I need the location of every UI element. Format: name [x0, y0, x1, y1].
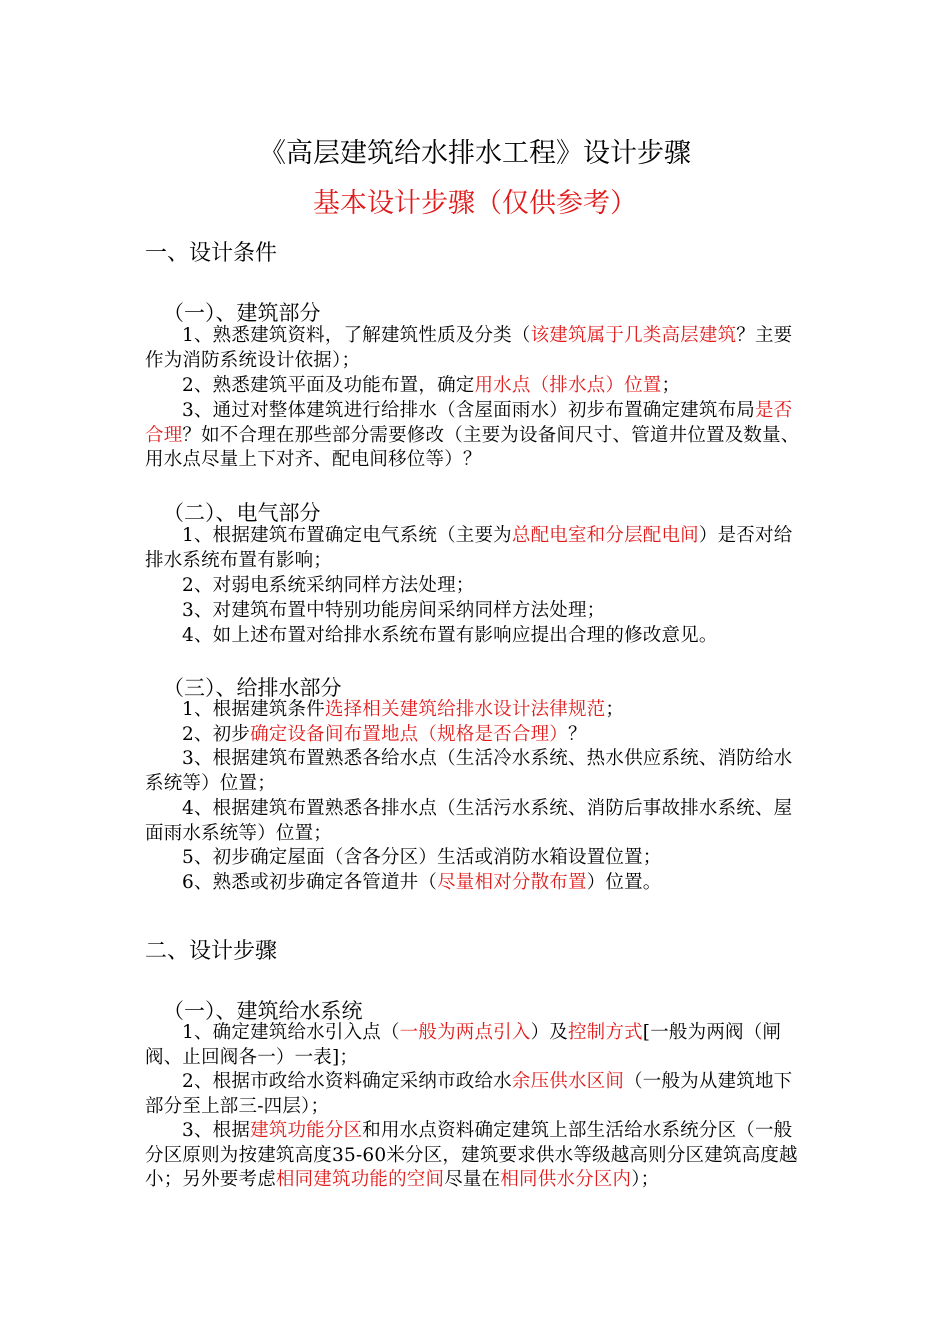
subsection-heading-electrical: （二）、电气部分: [163, 501, 321, 525]
body-text: 2、熟悉建筑平面及功能布置，确定: [182, 375, 475, 396]
highlighted-text: 是否合理: [145, 400, 793, 446]
highlighted-text: 控制方式: [567, 1022, 643, 1043]
paragraph: [145, 846, 810, 871]
body-text: 和用水点资料确定建筑上部生活给水系统分区（一般分区原则为按建筑高度35-60米分区，建筑要求供水等级越高则分区建筑高度越小；另外要考虑: [145, 1120, 798, 1191]
highlighted-text: 余压供水区间: [511, 1071, 625, 1092]
body-text: 5、初步确定屋面（含各分区）生活或消防水箱设置位置；: [182, 847, 662, 868]
section-heading-steps: 二、设计步骤: [145, 939, 278, 964]
section-heading-conditions: 一、设计条件: [145, 241, 278, 266]
body-text: ？如不合理在那些部分需要修改（主要为设备间尺寸、管道井位置及数量、用水点尽量上下对齐、配电间移位等）？: [145, 424, 800, 471]
subsection-heading-water-supply: （一）、建筑给水系统: [163, 999, 363, 1023]
highlighted-text: 建筑功能分区: [250, 1120, 363, 1141]
body-text: ）位置。: [586, 872, 662, 893]
body-text: ？: [567, 724, 587, 745]
body-text: 4、根据建筑布置熟悉各排水点（生活污水系统、消防后事故排水系统、屋面雨水系统等）位置；: [145, 798, 793, 844]
body-text: 1、根据建筑条件: [182, 699, 325, 720]
body-text: [一般为两阀（闸阀、止回阀各一）一表]；: [145, 1022, 782, 1068]
body-text: 1、根据建筑布置确定电气系统（主要为: [182, 525, 512, 546]
highlighted-text: 相同建筑功能的空间: [275, 1169, 445, 1191]
body-text: 尽量在: [444, 1169, 501, 1191]
paragraph: [145, 324, 810, 373]
highlighted-text: 相同供水分区内: [500, 1169, 632, 1191]
body-text: 2、初步: [182, 724, 251, 745]
body-text: 4、如上述布置对给排水系统布置有影响应提出合理的修改意见。: [182, 625, 718, 646]
document-title: 《高层建筑给水排水工程》设计步骤: [259, 138, 691, 169]
paragraph: [145, 399, 810, 473]
body-text: （一般为从建筑地下部分至上部三-四层）；: [145, 1071, 793, 1117]
body-text: ；: [661, 375, 681, 396]
paragraph: [145, 1119, 810, 1193]
body-text: 2、对弱电系统采纳同样方法处理；: [182, 575, 475, 596]
body-text: 1、熟悉建筑资料，了解建筑性质及分类（: [182, 325, 531, 346]
highlighted-text: 选择相关建筑给排水设计法律规范: [324, 699, 606, 720]
subsection-heading-plumbing: （三）、给排水部分: [163, 676, 342, 700]
highlighted-text: 该建筑属于几类高层建筑: [530, 325, 737, 346]
body-text: ）；: [631, 1169, 660, 1191]
paragraph: [145, 723, 810, 748]
highlighted-text: 确定设备间布置地点（规格是否合理）: [250, 724, 568, 745]
highlighted-text: 一般为两点引入: [399, 1022, 531, 1043]
paragraph: [145, 574, 810, 599]
paragraph: [145, 871, 810, 896]
body-text: 3、根据: [182, 1120, 251, 1141]
paragraph: [145, 624, 810, 649]
body-text: 3、对建筑布置中特别功能房间采纳同样方法处理；: [182, 600, 606, 621]
paragraph: [145, 1021, 810, 1070]
body-text: ）及: [530, 1022, 568, 1043]
paragraph: [145, 524, 810, 573]
subsection-heading-architecture: （一）、建筑部分: [163, 301, 321, 325]
highlighted-text: 用水点（排水点）位置: [474, 375, 662, 396]
paragraph: [145, 1070, 810, 1119]
body-text: 1、确定建筑给水引入点（: [182, 1022, 400, 1043]
body-text: ）是否对给排水系统布置有影响；: [145, 525, 793, 571]
body-text: 3、根据建筑布置熟悉各给水点（生活冷水系统、热水供应系统、消防给水系统等）位置；: [145, 748, 793, 794]
paragraph: [145, 797, 810, 846]
document-subtitle: 基本设计步骤（仅供参考）: [313, 188, 637, 219]
body-text: ；: [605, 699, 625, 720]
body-text: 3、通过对整体建筑进行给排水（含屋面雨水）初步布置确定建筑布局: [182, 400, 755, 421]
highlighted-text: 总配电室和分层配电间: [511, 525, 699, 546]
paragraph: [145, 599, 810, 624]
paragraph: [145, 374, 810, 399]
paragraph: [145, 698, 810, 723]
body-text: ？主要作为消防系统设计依据）；: [145, 325, 793, 371]
highlighted-text: 尽量相对分散布置: [437, 872, 587, 893]
paragraph: [145, 747, 810, 796]
body-text: 6、熟悉或初步确定各管道井（: [182, 872, 438, 893]
body-text: 2、根据市政给水资料确定采纳市政给水: [182, 1071, 512, 1092]
